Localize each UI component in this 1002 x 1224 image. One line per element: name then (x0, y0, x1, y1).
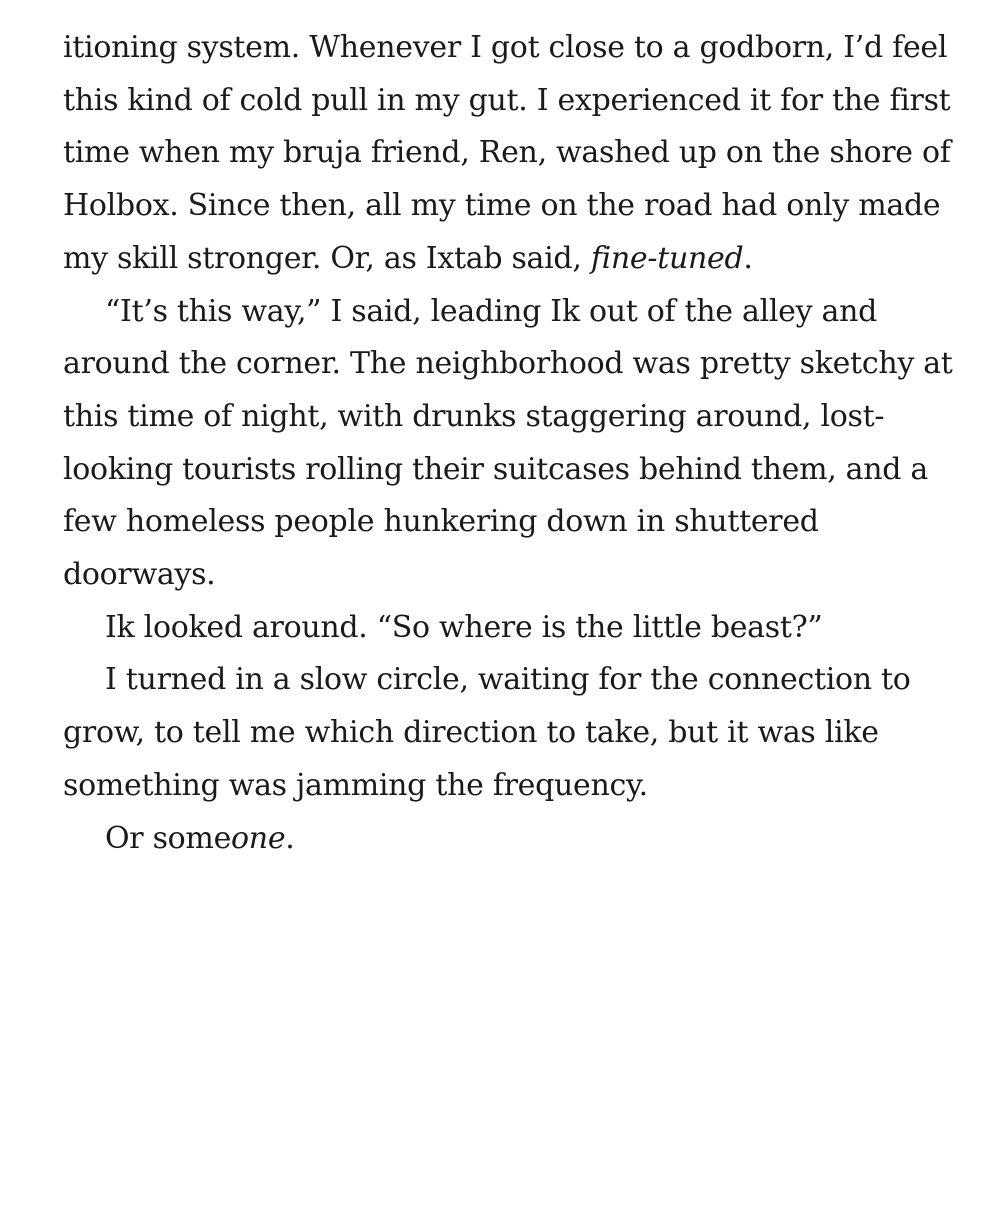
paragraph (63, 813, 963, 866)
text-segment: Ik looked around. “So where is the little beast?” (105, 609, 823, 645)
paragraph (63, 22, 963, 286)
italic-text-segment: one (231, 820, 286, 856)
italic-text-segment: fine-tuned (590, 240, 744, 276)
paragraph (63, 654, 963, 812)
text-segment: Or some (105, 820, 232, 856)
paragraph (63, 602, 963, 655)
text-segment: . (285, 820, 295, 856)
text-segment: I turned in a slow circle, waiting for the connection to grow, to tell me which direction to take, but it was like something was jamming the frequency. (63, 662, 911, 803)
text-segment: . (743, 240, 753, 276)
paragraph (63, 286, 963, 602)
text-segment: “It’s this way,” I said, leading Ik out of the alley and around the corner. The neighborhood was pretty sketchy at this time of night, with drunks staggering around, lost-looking tourists rolling their suitcases behind them, and a few homeless people hunkering down in shuttered doorways. (63, 293, 953, 593)
book-text (63, 22, 963, 865)
text-segment: itioning system. Whenever I got close to a godborn, I’d feel this kind of cold pull in my gut. I experienced it for the first time when my bruja friend, Ren, washed up on the shore of Holbox. Since then, all my time on the road had only made my skill stronger. Or, as Ixtab said, (63, 30, 951, 276)
